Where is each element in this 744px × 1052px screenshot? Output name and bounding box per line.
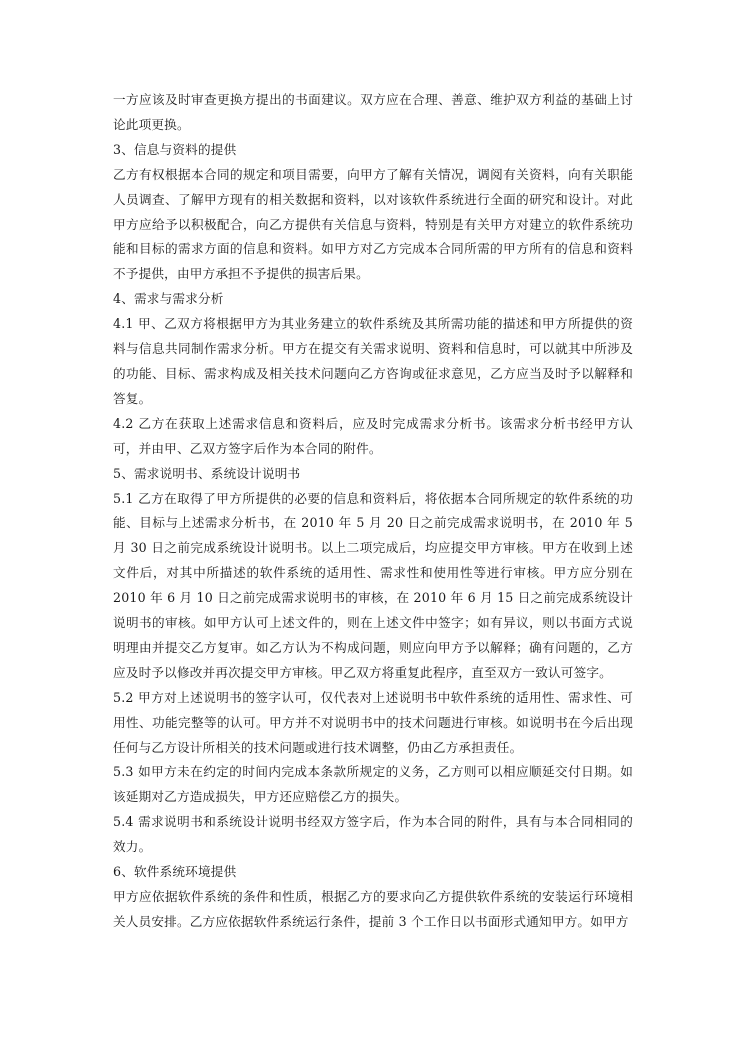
paragraph-continuation: 一方应该及时审查更换方提出的书面建议。双方应在合理、善意、维护双方利益的基础上讨论此项更换。 bbox=[113, 92, 633, 132]
section-heading-3: 3、信息与资料的提供 bbox=[113, 141, 237, 157]
paragraph-5-2: 5.2 甲方对上述说明书的签字认可，仅代表对上述说明书中软件系统的适用性、需求性、可用性、功能完整等的认可。甲方并不对说明书中的技术问题进行审核。如说明书在今后出现任何与乙方设计所相关的技术问题或进行技术调整，仍由乙方承担责任。 bbox=[113, 689, 633, 755]
paragraph-5-1: 5.1 乙方在取得了甲方所提供的必要的信息和资料后，将依据本合同所规定的软件系统的功能、目标与上述需求分析书，在 2010 年 5 月 20 日之前完成需求说明书，在 2010 年 5 月 30 日之前完成系统设计说明书。以上二项完成后，均应提交甲方审核。甲方在收到上述文件后，对其中所描述的软件系统的适用性、需求性和使用性等进行审核。甲方应分别在 2010 年 6 月 10 日之前完成需求说明书的审核，在 2010 年 6 月 15 日之前完成系统设计说明书的审核。如甲方认可上述文件的，则在上述文件中签字；如有异议，则以书面方式说明理由并提交乙方复审。如乙方认为不构成问题，则应向甲方予以解释；确有问题的，乙方应及时予以修改并再次提交甲方审核。甲乙双方将重复此程序，直至双方一致认可签字。 bbox=[113, 490, 633, 680]
paragraph-5-3: 5.3 如甲方未在约定的时间内完成本条款所规定的义务，乙方则可以相应顺延交付日期。如该延期对乙方造成损失，甲方还应赔偿乙方的损失。 bbox=[113, 764, 633, 805]
paragraph-section-6: 甲方应依据软件系统的条件和性质，根据乙方的要求向乙方提供软件系统的安装运行环境相关人员安排。乙方应依据软件系统运行条件，提前 3 个工作日以书面形式通知甲方。如甲方 bbox=[113, 889, 633, 929]
section-heading-6: 6、软件系统环境提供 bbox=[113, 864, 237, 880]
paragraph-4-2: 4.2 乙方在获取上述需求信息和资料后，应及时完成需求分析书。该需求分析书经甲方认可，并由甲、乙双方签字后作为本合同的附件。 bbox=[113, 415, 633, 456]
section-heading-5: 5、需求说明书、系统设计说明书 bbox=[113, 465, 301, 481]
paragraph-5-4: 5.4 需求说明书和系统设计说明书经双方签字后，作为本合同的附件，具有与本合同相同的效力。 bbox=[113, 814, 633, 855]
paragraph-section-3: 乙方有权根据本合同的规定和项目需要，向甲方了解有关情况，调阅有关资料，向有关职能人员调查、了解甲方现有的相关数据和资料，以对该软件系统进行全面的研究和设计。对此甲方应给予以积极配合，向乙方提供有关信息与资料，特别是有关甲方对建立的软件系统功能和目标的需求方面的信息和资料。如甲方对乙方完成本合同所需的甲方所有的信息和资料不予提供，由甲方承担不予提供的损害后果。 bbox=[113, 166, 633, 282]
paragraph-4-1: 4.1 甲、乙双方将根据甲方为其业务建立的软件系统及其所需功能的描述和甲方所提供的资料与信息共同制作需求分析。甲方在提交有关需求说明、资料和信息时，可以就其中所涉及的功能、目标、需求构成及相关技术问题向乙方咨询或征求意见，乙方应当及时予以解释和答复。 bbox=[113, 316, 633, 406]
section-heading-4: 4、需求与需求分析 bbox=[113, 291, 224, 307]
document-body bbox=[113, 88, 633, 935]
